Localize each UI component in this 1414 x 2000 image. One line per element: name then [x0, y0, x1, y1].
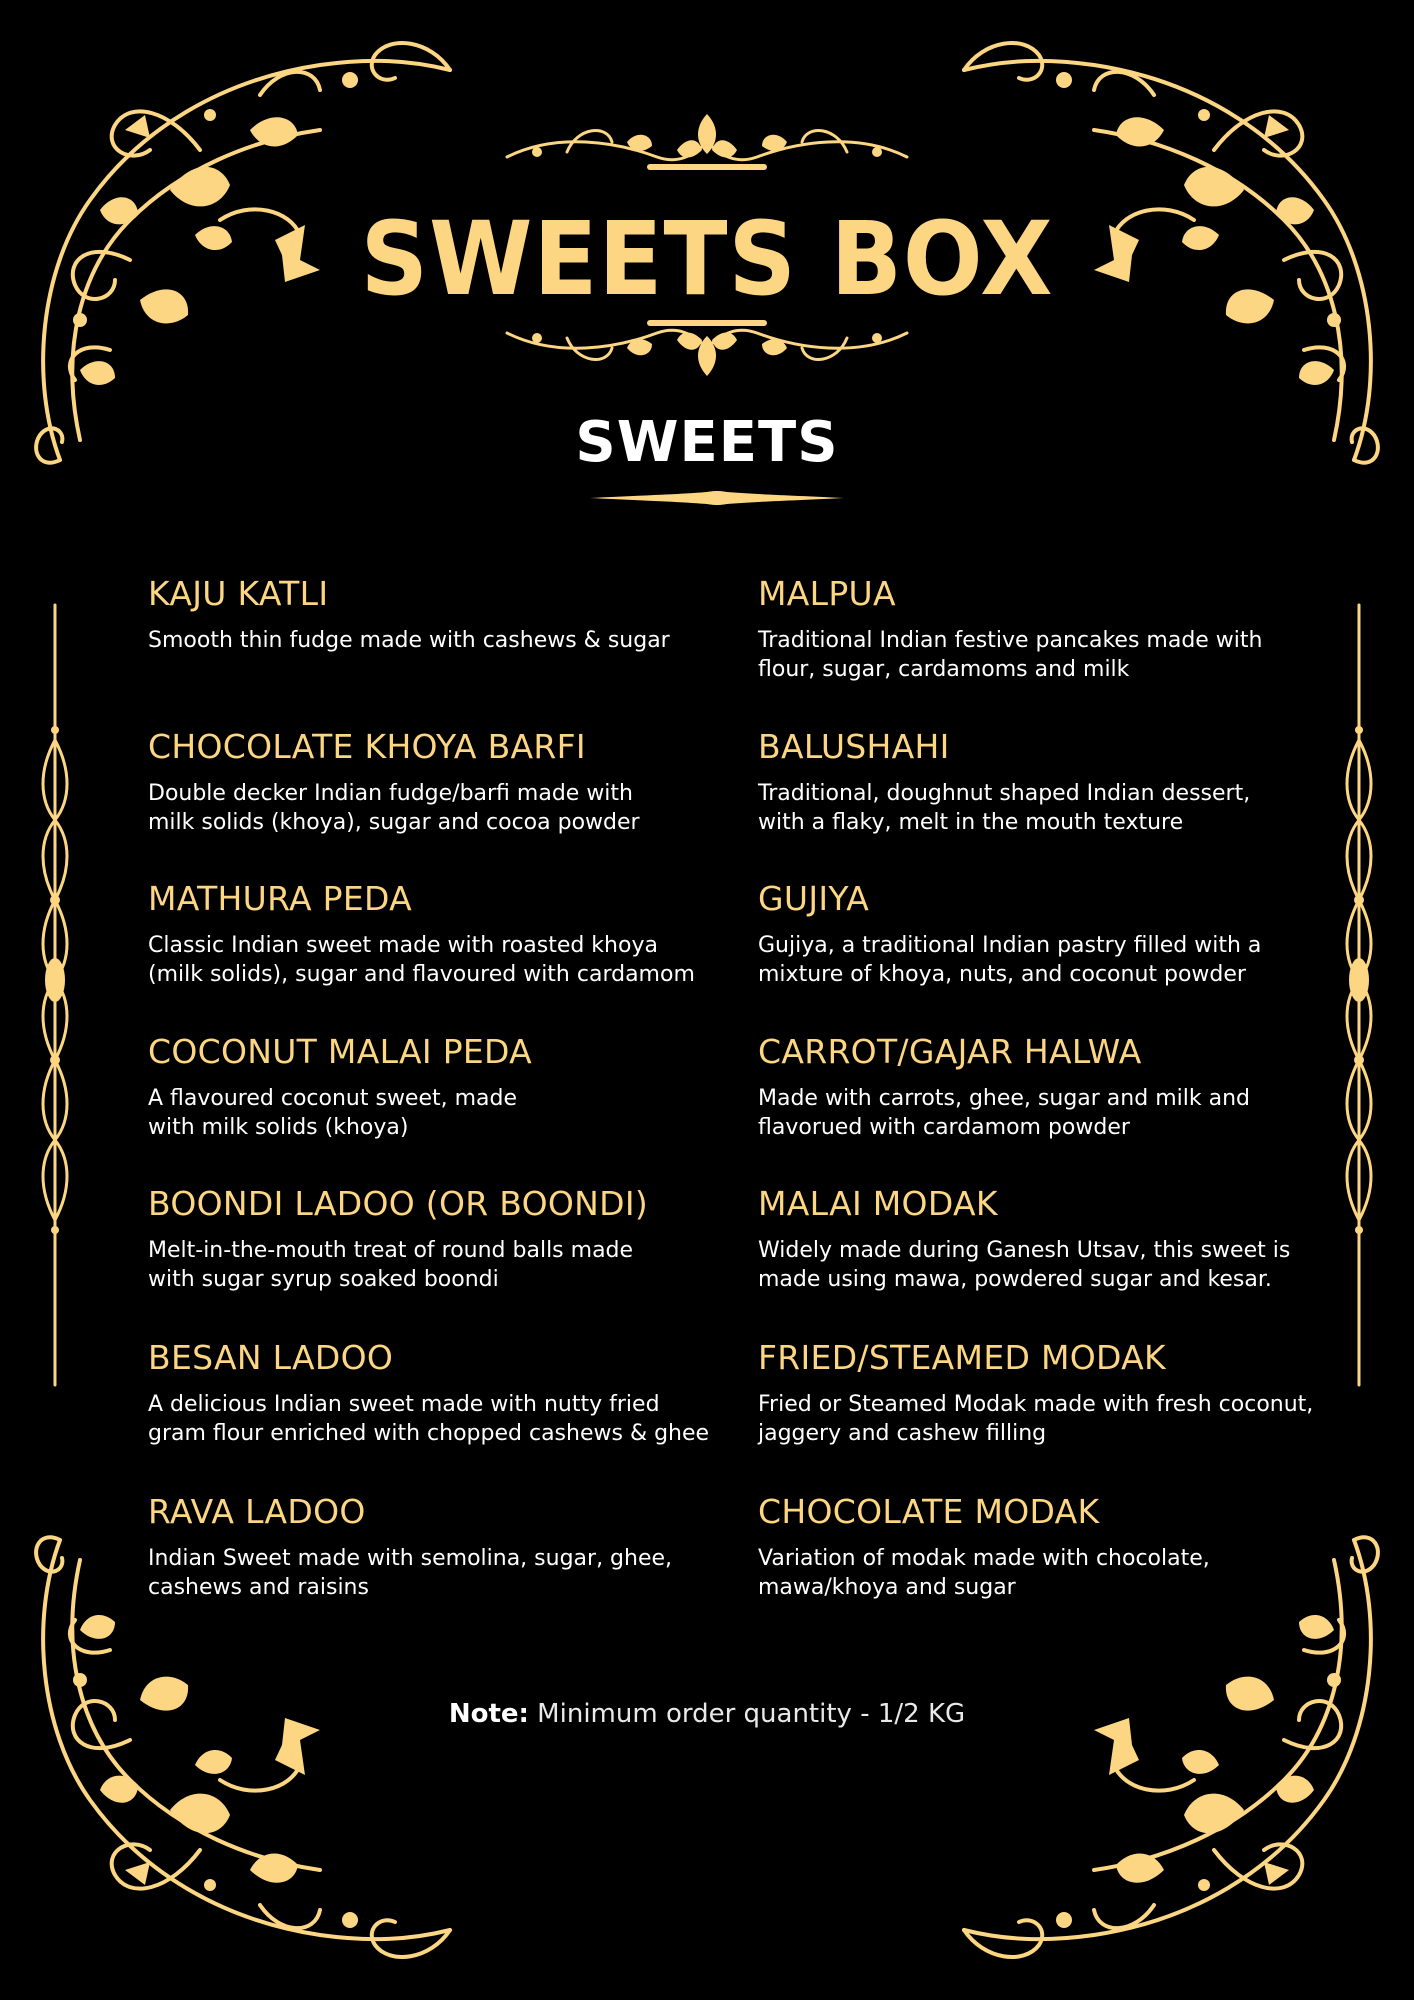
- menu-item: [148, 727, 728, 837]
- item-name: CHOCOLATE KHOYA BARFI: [148, 727, 586, 766]
- item-name: RAVA LADOO: [148, 1492, 366, 1531]
- item-description: Fried or Steamed Modak made with fresh coconut, jaggery and cashew filling: [758, 1392, 1314, 1446]
- menu-item: [148, 1184, 728, 1294]
- item-name: KAJU KATLI: [148, 574, 329, 613]
- menu-item: [758, 574, 1338, 684]
- header-flourish-icon: [497, 112, 917, 174]
- section-title: SWEETS: [575, 410, 839, 475]
- item-description: Melt-in-the-mouth treat of round balls made with sugar syrup soaked boondi: [148, 1238, 634, 1292]
- menu-item: [758, 1032, 1338, 1142]
- item-name: MALPUA: [758, 574, 896, 613]
- item-name: FRIED/STEAMED MODAK: [758, 1338, 1166, 1377]
- menu-item: [758, 1184, 1338, 1294]
- item-description: Widely made during Ganesh Utsav, this sweet is made using mawa, powdered sugar and kesar.: [758, 1238, 1291, 1292]
- menu-item: [148, 1032, 728, 1142]
- item-name: GUJIYA: [758, 879, 870, 918]
- menu-item: [758, 1338, 1338, 1448]
- item-name: BOONDI LADOO (OR BOONDI): [148, 1184, 649, 1223]
- item-name: CHOCOLATE MODAK: [758, 1492, 1100, 1531]
- item-name: BESAN LADOO: [148, 1338, 394, 1377]
- menu-item: [758, 727, 1338, 837]
- item-description: Double decker Indian fudge/barfi made with milk solids (khoya), sugar and cocoa powder: [148, 781, 640, 835]
- item-description: Variation of modak made with chocolate, mawa/khoya and sugar: [758, 1546, 1210, 1600]
- item-name: CARROT/GAJAR HALWA: [758, 1032, 1142, 1071]
- item-name: MATHURA PEDA: [148, 879, 413, 918]
- menu-item: [148, 574, 728, 655]
- menu-item: [148, 1492, 728, 1602]
- item-description: A delicious Indian sweet made with nutty fried gram flour enriched with chopped cashews & ghee: [148, 1392, 710, 1446]
- divider-flourish-icon: [590, 488, 844, 508]
- item-name: COCONUT MALAI PEDA: [148, 1032, 533, 1071]
- vertical-scroll-ornament-icon: [37, 600, 73, 1390]
- order-note: [0, 1696, 1414, 1732]
- menu-item: [148, 879, 728, 989]
- item-description: Gujiya, a traditional Indian pastry filled with a mixture of khoya, nuts, and coconut powder: [758, 933, 1262, 987]
- page-title: SWEETS BOX: [360, 200, 1054, 319]
- item-description: Traditional, doughnut shaped Indian dessert, with a flaky, melt in the mouth texture: [758, 781, 1251, 835]
- vertical-scroll-ornament-icon: [1341, 600, 1377, 1390]
- item-description: Indian Sweet made with semolina, sugar, ghee, cashews and raisins: [148, 1546, 673, 1600]
- header-flourish-icon: [497, 316, 917, 378]
- menu-item: [148, 1338, 728, 1448]
- note-label: Note:: [448, 1699, 529, 1729]
- item-description: A flavoured coconut sweet, made with milk solids (khoya): [148, 1086, 518, 1140]
- item-description: Traditional Indian festive pancakes made with flour, sugar, cardamoms and milk: [758, 628, 1263, 682]
- item-description: Smooth thin fudge made with cashews & sugar: [148, 628, 670, 653]
- item-description: Classic Indian sweet made with roasted khoya (milk solids), sugar and flavoured with cardamom: [148, 933, 695, 987]
- item-name: MALAI MODAK: [758, 1184, 998, 1223]
- item-description: Made with carrots, ghee, sugar and milk and flavorued with cardamom powder: [758, 1086, 1250, 1140]
- item-name: BALUSHAHI: [758, 727, 950, 766]
- menu-item: [758, 879, 1338, 989]
- note-text: Minimum order quantity - 1/2 KG: [528, 1699, 966, 1729]
- menu-item: [758, 1492, 1338, 1602]
